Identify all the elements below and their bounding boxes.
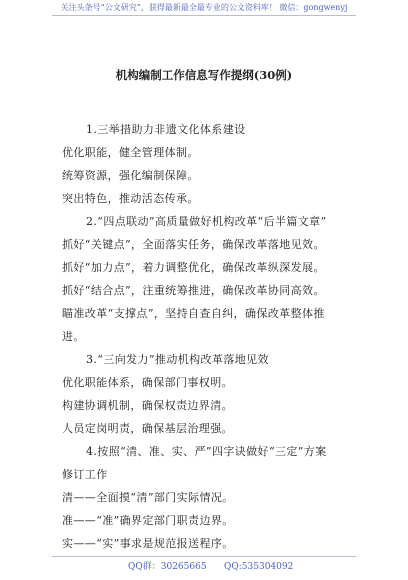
body-line: 优化职能体系，确保部门事权明。 — [62, 376, 233, 389]
body-line: 准——“准”确界定部门职责边界。 — [62, 514, 234, 527]
body-line: 实——“实”事求是规范报送程序。 — [62, 537, 234, 550]
body-line: 2.“四点联动”高质量做好机构改革“后半篇文章” — [86, 215, 327, 228]
body-line: 3.“三向发力”推动机构改革落地见效 — [86, 353, 269, 366]
document-title: 机构编制工作信息写作提纲(30例) — [115, 68, 293, 82]
body-line: 1.三举措助力非遗文化体系建设 — [86, 123, 246, 136]
body-line: 突出特色，推动活态传承。 — [62, 192, 199, 205]
header-divider — [52, 15, 356, 16]
body-line: 抓好“关键点”，全面落实任务，确保改革落地见效。 — [62, 238, 325, 251]
body-line: 修订工作 — [62, 468, 108, 481]
header-notice: 关注头条号“公文研究”，获得最新最全最专业的公文资料库！ 微信：gongwenyj — [60, 3, 348, 12]
body-line: 瞄准改革“支撑点”，坚持自查自纠，确保改革整体推 — [62, 307, 325, 320]
body-line: 优化职能，健全管理体制。 — [62, 146, 199, 159]
body-line: 进。 — [62, 330, 85, 343]
body-line: 清——全面摸“清”部门实际情况。 — [62, 491, 234, 504]
body-line: 人员定岗明责，确保基层治理强。 — [62, 422, 233, 435]
body-line: 抓好“结合点”，注重统筹推进，确保改革协同高效。 — [62, 284, 325, 297]
footer-divider — [52, 556, 356, 557]
footer-qq: QQ:535304092 — [224, 562, 294, 572]
body-line: 抓好“加力点”，着力调整优化，确保改革纵深发展。 — [62, 261, 325, 274]
body-line: 4.按照“清、准、实、严”四字诀做好“三定”方案 — [86, 445, 327, 458]
body-line: 统筹资源，强化编制保障。 — [62, 169, 199, 182]
footer-qq-group: QQ群：30265665 — [128, 562, 207, 572]
body-line: 构建协调机制，确保权责边界清。 — [62, 399, 233, 412]
